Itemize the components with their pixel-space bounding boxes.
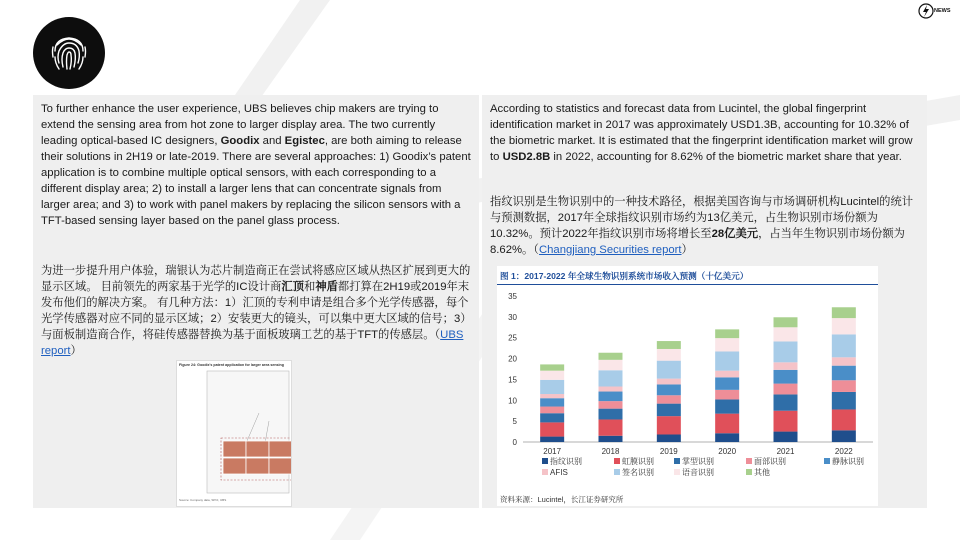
bar-segment: [599, 436, 623, 442]
bar-segment: [657, 395, 681, 403]
biometric-market-chart: [497, 266, 878, 506]
bar-segment: [832, 430, 856, 442]
news-badge: [918, 3, 958, 19]
legend-label: 静脉识别: [832, 457, 864, 466]
bar-segment: [657, 349, 681, 361]
bar-segment: [540, 413, 564, 422]
lightning-bolt-icon: [918, 3, 934, 19]
legend-swatch: [674, 469, 680, 475]
news-label: NEWS: [934, 8, 951, 14]
figure-title: Figure 24: Goodix's patent application for larger area sensing: [179, 363, 284, 367]
fingerprint-icon: [33, 17, 105, 89]
y-tick-label: 25: [508, 333, 517, 343]
bar-segment: [774, 370, 798, 384]
legend-swatch: [674, 458, 680, 464]
english-text-left: To further enhance the user experience, UBS believes chip makers are trying to extend the sensing area from hot zone to larger display area. The two currently leading optical-based IC designers, Goodix and Egistec, are both aiming to release their solutions in 2H19 or late-2019. There are several approaches: 1) Goodix’s patent application is to combine multiple optical sensors, with each corresponding to a different display area; 2) to install a larger lens that can concentrate signals from larger area; and 3) to work with panel makers by replacing the silicon sensors with a TFT-based sensing layer based on the panel glass process.: [41, 103, 471, 227]
legend-swatch: [746, 458, 752, 464]
bar-segment: [715, 338, 739, 351]
ubs-report-link[interactable]: UBS report: [41, 329, 464, 357]
bar-segment: [774, 432, 798, 442]
bar-segment: [832, 334, 856, 357]
bar-segment: [599, 392, 623, 402]
chinese-text-right: 指纹识别是生物识别中的一种技术路径，根据美国咨询与市场调研机构Lucintel的统计与预测数据，2017年全球指纹识别市场约为13亿美元，占生物识别市场份额为10.32%。预计2022年指纹识别市场将增长至28亿美元，占当年生物识别市场份额为8.62%。（Changjiang Securities report）: [490, 196, 914, 256]
y-tick-label: 30: [508, 312, 517, 322]
legend-swatch: [542, 458, 548, 464]
changjiang-report-link[interactable]: Changjiang Securities report: [538, 244, 682, 256]
bar-segment: [657, 434, 681, 442]
legend-label: 虹膜识别: [622, 457, 654, 466]
bar-segment: [657, 379, 681, 385]
bar-segment: [599, 419, 623, 435]
x-tick-label: 2021: [776, 447, 795, 456]
left-panel: [33, 95, 479, 508]
y-tick-label: 5: [512, 417, 517, 427]
x-tick-label: 2022: [834, 447, 853, 456]
bar-segment: [599, 370, 623, 386]
bar-segment: [774, 384, 798, 395]
bar-segment: [657, 384, 681, 395]
stacked-bar-chart: [497, 266, 878, 492]
bar-segment: [540, 407, 564, 414]
fingerprint-logo: [33, 17, 105, 89]
y-tick-label: 20: [508, 354, 517, 364]
bar-segment: [774, 341, 798, 362]
bar-segment: [715, 377, 739, 390]
legend-label: 语音识别: [682, 468, 714, 477]
legend-label: 面部识别: [754, 457, 786, 466]
x-tick-label: 2017: [543, 447, 562, 456]
bar-segment: [540, 437, 564, 442]
chinese-text-left: 为进一步提升用户体验，瑞银认为芯片制造商正在尝试将感应区域从热区扩展到更大的显示区域。 目前领先的两家基于光学的IC设计商汇顶和神盾都打算在2H19或2019年末发布他们的解决方案。 有几种方法：1）汇顶的专利申请是组合多个光学传感器，每个光学传感器对应不同的显示区域；2）安装更大的镜头，可以集中更大区域的信号；3）与面板制造商合作，将硅传感器替换为基于面板玻璃工艺的基于TFT的传感层。（UBS report）: [41, 265, 472, 357]
x-tick-label: 2018: [601, 447, 620, 456]
legend-label: 其他: [754, 468, 770, 477]
bar-segment: [832, 392, 856, 410]
bar-segment: [540, 394, 564, 398]
y-tick-label: 10: [508, 396, 517, 406]
bar-segment: [540, 422, 564, 436]
bar-segment: [540, 380, 564, 394]
legend-label: AFIS: [550, 468, 568, 477]
bar-segment: [657, 416, 681, 434]
y-tick-label: 0: [512, 438, 517, 447]
bar-segment: [715, 329, 739, 338]
bar-segment: [540, 371, 564, 380]
y-tick-label: 35: [508, 292, 517, 301]
x-tick-label: 2020: [718, 447, 737, 456]
bar-segment: [832, 409, 856, 430]
bar-segment: [832, 357, 856, 365]
legend-swatch: [614, 458, 620, 464]
bar-segment: [715, 433, 739, 442]
bar-segment: [715, 399, 739, 413]
bar-segment: [832, 366, 856, 381]
bar-segment: [715, 390, 739, 400]
bar-segment: [657, 361, 681, 379]
legend-swatch: [614, 469, 620, 475]
legend-swatch: [824, 458, 830, 464]
legend-swatch: [746, 469, 752, 475]
bar-segment: [832, 318, 856, 334]
legend-label: 签名识别: [622, 468, 654, 477]
english-text-right: According to statistics and forecast data from Lucintel, the global fingerprint identification market in 2017 was approximately USD1.3B, accounting for 10.32% of the biometric market. It is estimated that the fingerprint identification market will grow to USD2.8B in 2022, accounting for 8.62% of the biometric market share that year.: [490, 103, 913, 163]
bar-segment: [657, 404, 681, 417]
bar-segment: [715, 371, 739, 378]
y-tick-label: 15: [508, 375, 517, 385]
bar-segment: [774, 327, 798, 341]
legend-swatch: [542, 469, 548, 475]
bar-segment: [715, 414, 739, 434]
bar-segment: [774, 362, 798, 370]
x-tick-label: 2019: [659, 447, 678, 456]
bar-segment: [599, 387, 623, 392]
bar-segment: [715, 351, 739, 370]
patent-diagram: [177, 361, 291, 496]
bar-segment: [599, 360, 623, 370]
bar-segment: [774, 411, 798, 432]
bar-segment: [774, 317, 798, 327]
bar-segment: [832, 307, 856, 318]
bar-segment: [540, 398, 564, 406]
figure-source: Source: Company data, SPCI, UBS: [179, 498, 227, 502]
legend-label: 指纹识别: [550, 457, 582, 466]
bar-segment: [599, 353, 623, 360]
bar-segment: [832, 380, 856, 392]
bar-segment: [599, 409, 623, 420]
legend-label: 掌型识别: [682, 457, 714, 466]
chart-title: 图 1：2017-2022 年全球生物识别系统市场收入预测（十亿美元）: [500, 271, 749, 281]
bar-segment: [657, 341, 681, 349]
patent-figure: [176, 360, 292, 507]
bar-segment: [540, 364, 564, 370]
bar-segment: [599, 401, 623, 409]
chart-source: 资料来源：Lucintel，长江证券研究所: [500, 495, 624, 504]
bar-segment: [774, 394, 798, 410]
